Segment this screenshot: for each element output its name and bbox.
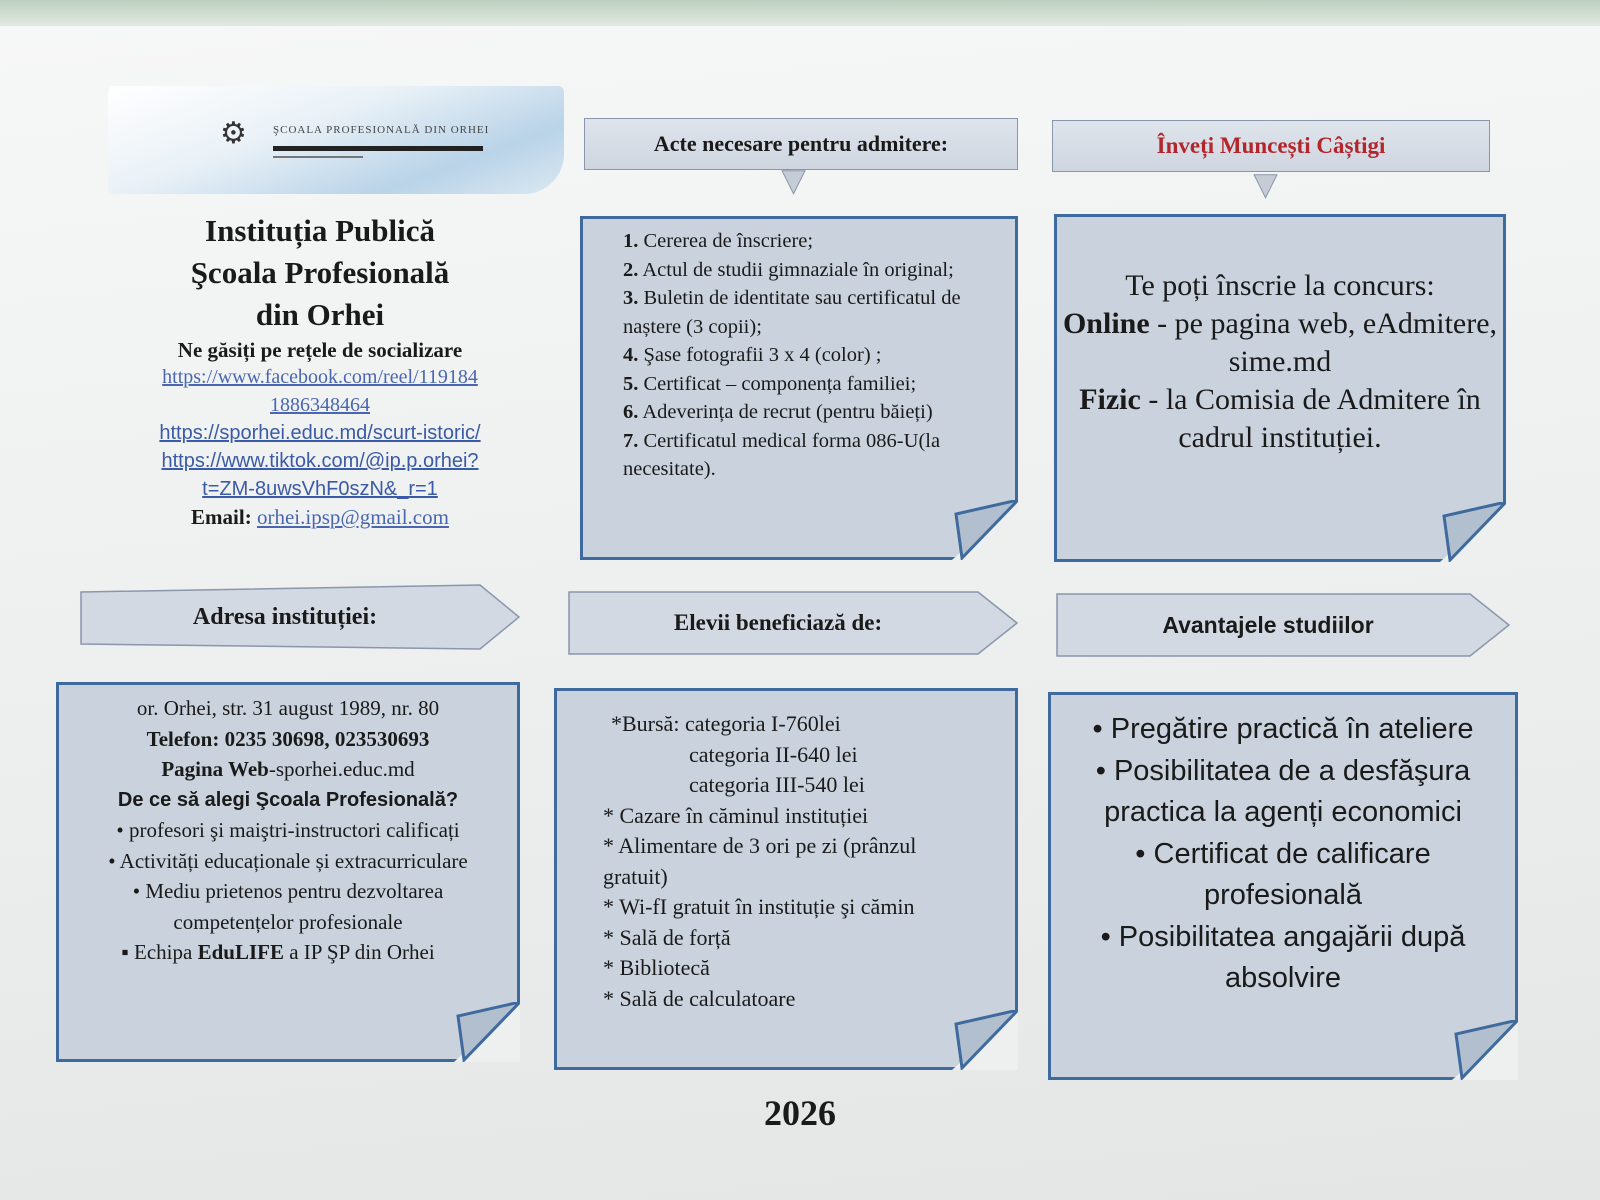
question-line: De ce să alegi Şcoala Profesională?: [117, 788, 459, 811]
page-curl-icon: [1440, 502, 1506, 562]
docs-arrow-icon: ▼: [782, 163, 806, 198]
doc-item: 5. Certificat – componența familiei;: [623, 372, 917, 395]
page-curl-icon: [454, 1002, 520, 1062]
reason-item: • Mediu prietenos pentru dezvoltarea competențelor profesionale: [132, 879, 444, 934]
enroll-line1: Te poți înscrie la concurs:: [1125, 269, 1435, 302]
doc-item: 7. Certificatul medical forma 086-U(la necesitate).: [623, 429, 941, 480]
bursa-line: *Bursă: categoria I-760lei: [611, 711, 841, 736]
logo-divider: [273, 146, 483, 151]
advantage-item: • Certificat de calificare profesională: [1135, 837, 1431, 911]
benefit-item: * Bibliotecă: [603, 955, 710, 980]
benefit-item: * Wi-fI gratuit în instituție şi cămin: [603, 894, 915, 919]
advantage-item: • Posibilitatea de a desfăşura practica la agenți economici: [1095, 754, 1471, 828]
team-line: ▪ Echipa EduLIFE a IP ŞP din Orhei: [121, 940, 435, 964]
advantages-header-label: Avantajele studiilor: [1162, 611, 1374, 638]
enroll-panel: [1054, 214, 1506, 562]
school-emblem-icon: ⚙: [220, 116, 247, 151]
tiktok-link[interactable]: https://www.tiktok.com/@ip.p.orhei?: [161, 450, 479, 472]
doc-item: 2. Actul de studii gimnaziale în original;: [623, 258, 954, 281]
doc-item: 1. Cererea de înscriere;: [623, 230, 814, 252]
doc-item: 3. Buletin de identitate sau certificatul de naștere (3 copii);: [623, 287, 961, 338]
advantage-item: • Pregătire practică în ateliere: [1092, 713, 1474, 745]
website-link[interactable]: https://sporhei.educ.md/scurt-istoric/: [159, 422, 481, 444]
page-curl-icon: [952, 500, 1018, 560]
advantage-item: • Posibilitatea angajării după absolvire: [1100, 920, 1466, 994]
page-curl-icon: [952, 1010, 1018, 1070]
enroll-header: [1052, 120, 1490, 172]
benefits-list: [557, 691, 1015, 1014]
logo-divider-small: [273, 156, 363, 158]
doc-item: 4. Şase fotografii 3 x 4 (color) ;: [623, 344, 882, 366]
email-label: Email:: [191, 505, 252, 529]
benefit-item: * Cazare în căminul instituției: [603, 802, 869, 828]
advantages-panel: [1048, 692, 1518, 1080]
benefit-item: * Alimentare de 3 ori pe zi (prânzul gratuit): [603, 833, 917, 889]
advantages-list: [1051, 695, 1515, 1000]
institution-title-1: Instituția Publică: [205, 213, 435, 248]
school-logo-banner: [108, 86, 564, 194]
web-line: Pagina Web-sporhei.educ.md: [161, 757, 415, 781]
benefits-panel: [554, 688, 1018, 1070]
email-link[interactable]: orhei.ipsp@gmail.com: [256, 505, 449, 529]
doc-item: 6. Adeverința de recrut (pentru băieți): [623, 401, 933, 423]
facebook-link[interactable]: https://www.facebook.com/reel/119184: [162, 366, 478, 388]
enroll-header-label: Înveți Muncești Câștigi: [1156, 133, 1386, 158]
phone-line: Telefon: 0235 30698, 023530693: [146, 726, 430, 751]
page-curl-icon: [1452, 1020, 1518, 1080]
address-panel: [56, 682, 520, 1062]
enroll-arrow-icon: ▼: [1254, 167, 1278, 202]
docs-panel: [580, 216, 1018, 560]
benefits-header-label: Elevii beneficiază de:: [673, 610, 883, 635]
address-header: [80, 584, 520, 650]
enroll-online: Online - pe pagina web, eAdmitere, sime.md: [1062, 307, 1498, 378]
institution-title-3: din Orhei: [255, 297, 385, 332]
docs-list: [583, 219, 1015, 484]
benefit-item: * Sală de calculatoare: [603, 985, 796, 1011]
institution-info: [95, 210, 545, 530]
reason-item: • Activități educaționale și extracurriculare: [108, 848, 468, 873]
enroll-fizic: Fizic - la Comisia de Admitere în cadrul instituției.: [1079, 383, 1481, 454]
tiktok-link-cont[interactable]: t=ZM-8uwsVhF0szN&_r=1: [202, 478, 438, 500]
bursa-line: categoria III-540 lei: [689, 772, 865, 797]
advantages-header: [1056, 592, 1510, 658]
bursa-line: categoria II-640 lei: [689, 741, 858, 767]
address-header-label: Adresa instituției:: [192, 603, 378, 630]
email-line: [95, 505, 545, 530]
year-label: 2026: [764, 1093, 836, 1133]
docs-header-label: Acte necesare pentru admitere:: [653, 131, 949, 156]
address-text: [59, 685, 517, 968]
facebook-link-cont[interactable]: 1886348464: [270, 394, 370, 416]
institution-title-2: Şcoala Profesională: [190, 255, 450, 290]
reason-item: • profesori şi maiştri-instructori calificați: [116, 818, 460, 842]
benefits-header: [568, 590, 1018, 656]
benefit-item: * Sală de forță: [603, 924, 731, 950]
enroll-text: [1057, 217, 1503, 457]
address-line: or. Orhei, str. 31 august 1989, nr. 80: [136, 696, 440, 720]
logo-text: ŞCOALA PROFESIONALĂ DIN ORHEI: [273, 124, 490, 136]
social-heading: Ne găsiți pe rețele de socializare: [177, 338, 463, 362]
